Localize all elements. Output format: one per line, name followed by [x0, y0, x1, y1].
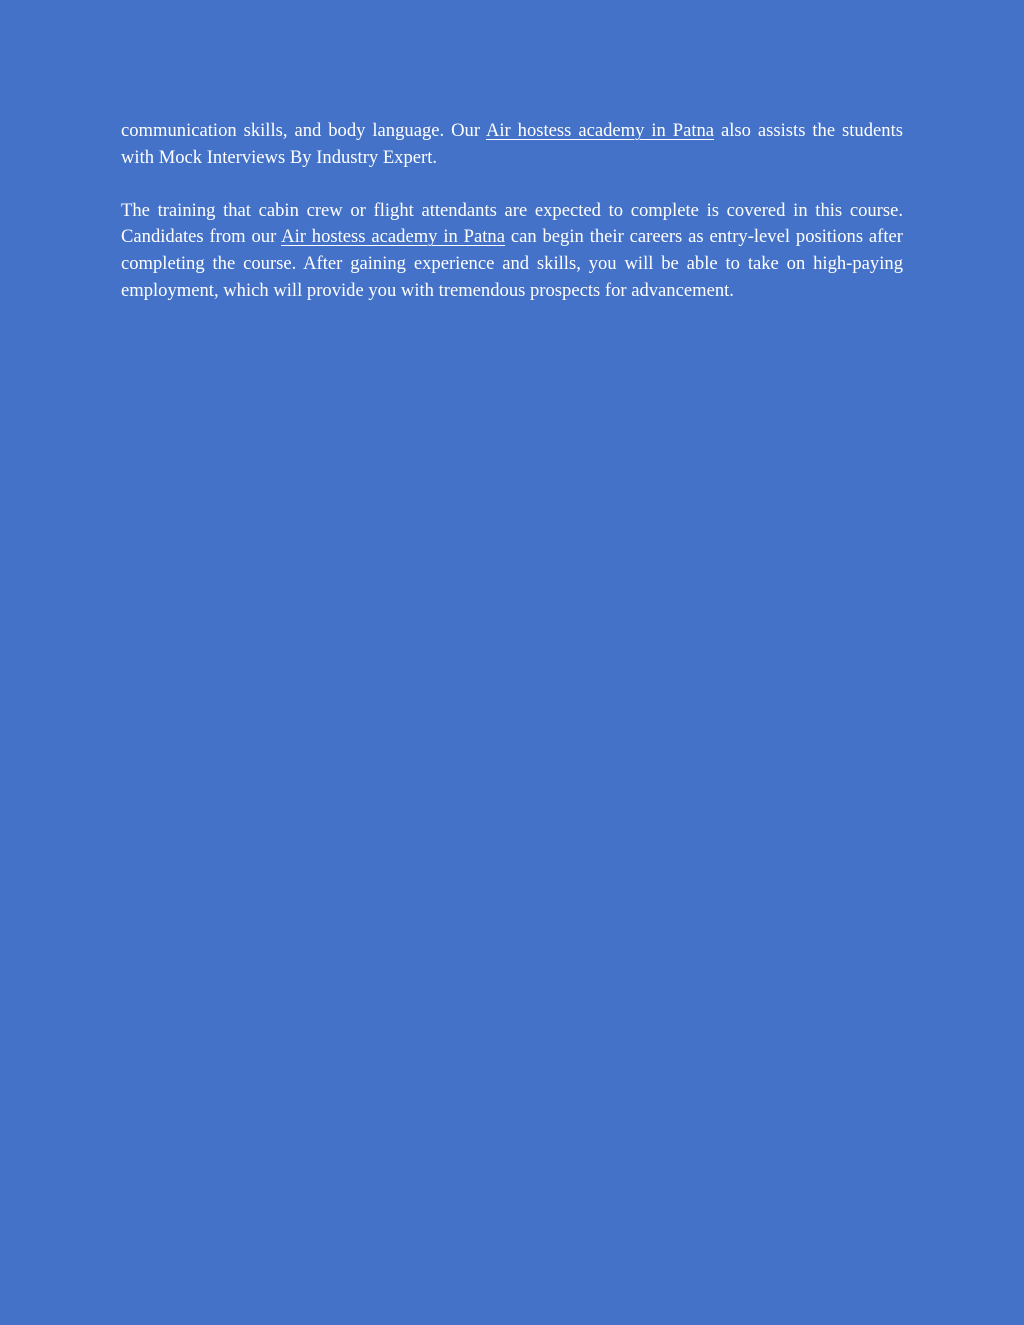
paragraph-2-text-before-link: The training that cabin crew or flight attendants are expected to complete is covered in this course. Candidates from our — [121, 199, 903, 248]
paragraph-2-text-after-link: can begin their careers as entry-level positions after completing the course. After gaining experience and skills, you will be able to take on high-paying employment, which will provide you with tremendous prospects for advancement. — [121, 226, 903, 301]
academy-link-2[interactable]: Air hostess academy in Patna — [281, 226, 505, 248]
paragraph-1 — [121, 118, 903, 171]
document-body — [121, 118, 903, 304]
paragraph-2 — [121, 198, 903, 304]
paragraph-1-text-before-link: communication skills, and body language. Our — [121, 120, 486, 141]
academy-link-1[interactable]: Air hostess academy in Patna — [485, 120, 715, 141]
paragraph-1-text-after-link: also assists the students with Mock Interviews By Industry Expert. — [121, 120, 903, 168]
